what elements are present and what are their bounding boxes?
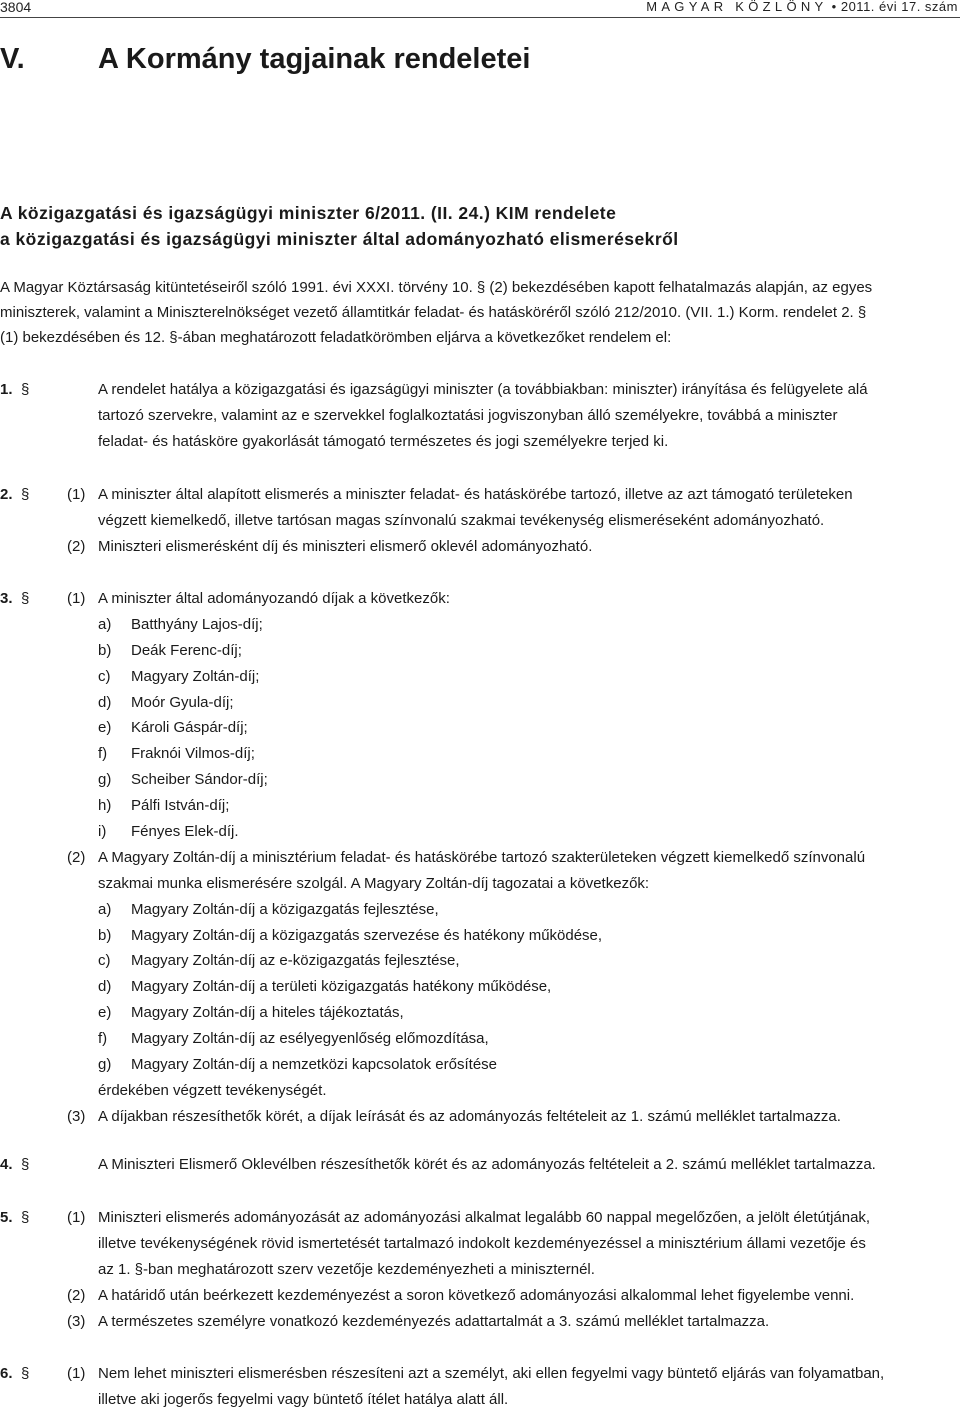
issue-label: 2011. évi 17. szám: [840, 0, 958, 14]
decree-title-line-1: A közigazgatási és igazságügyi miniszter 6/2011. (II. 24.) KIM rendelete: [0, 203, 617, 223]
list-letter: h): [98, 797, 112, 815]
section-sign: §: [21, 1209, 30, 1226]
paragraph-text: Miniszteri elismerésként díj és miniszteri elismerő oklevél adományozható.: [98, 537, 593, 555]
section-3-number: 3.: [0, 590, 13, 607]
paragraph-number: (2): [67, 537, 86, 555]
list-letter: b): [98, 926, 112, 944]
list-letter: d): [98, 693, 112, 711]
section-title: A Kormány tagjainak rendeletei: [98, 43, 531, 75]
list-letter: f): [98, 1030, 108, 1048]
section-4-number: 4.: [0, 1156, 13, 1173]
paragraph-number: (2): [67, 1286, 86, 1304]
paragraph-number: (1): [67, 1365, 86, 1382]
section-1-number: 1.: [0, 381, 13, 398]
section-sign: §: [21, 1156, 30, 1173]
branch-item: Magyary Zoltán-díj a területi közigazgatás hatékony működése,: [131, 978, 552, 996]
preamble-line: A Magyar Köztársaság kitüntetéseiről szóló 1991. évi XXXI. törvény 10. § (2) bekezdésében kapott felhatalmazás alapján, az egyes: [0, 279, 873, 296]
paragraph-text: A Magyary Zoltán-díj a minisztérium feladat- és hatáskörébe tartozó szakterületeken végzett kiemelkedő színvonalú: [98, 848, 866, 866]
paragraph-text: az 1. §-ban meghatározott szerv vezetője kezdeményezheti a miniszternél.: [98, 1260, 595, 1278]
paragraph-text: A díjakban részesíthetők körét, a díjak leírását és az adományozás feltételeit az 1. számú melléklet tartalmazza.: [98, 1107, 841, 1125]
award-item: Deák Ferenc-díj;: [131, 641, 242, 659]
paragraph-number: (1): [67, 486, 86, 503]
paragraph-number: (3): [67, 1107, 86, 1125]
award-item: Károli Gáspár-díj;: [131, 719, 248, 737]
branch-item: Magyary Zoltán-díj az e-közigazgatás fejlesztése,: [131, 952, 460, 970]
paragraph-text: végzett kiemelkedő, illetve tartósan magas színvonalú szakmai tevékenység elismeréseként adományozható.: [98, 511, 825, 529]
branch-item: Magyary Zoltán-díj a nemzetközi kapcsolatok erősítése: [131, 1056, 497, 1074]
list-letter: f): [98, 745, 108, 763]
list-letter: a): [98, 900, 112, 918]
paragraph-text: A miniszter által alapított elismerés a miniszter feladat- és hatáskörébe tartozó, illetve az azt támogató területeken: [98, 486, 853, 503]
section-5-number: 5.: [0, 1209, 13, 1226]
section-heading: [0, 43, 530, 76]
branches-closing-text: érdekében végzett tevékenységét.: [98, 1081, 327, 1099]
paragraph-text: A természetes személyre vonatkozó kezdeményezés adattartalmát a 3. számú melléklet tartalmazza.: [98, 1312, 770, 1330]
decree-title: [0, 200, 679, 252]
paragraph-text: illetve tevékenységének rövid ismertetését tartalmazó indokolt kezdeményezéssel a minisztérium állami vezetője és: [98, 1234, 866, 1252]
preamble-line: miniszterek, valamint a Miniszterelnökséget vezető államtitkár feladat- és hatásköréről szóló 212/2010. (VII. 1.) Korm. rendelet 2. §: [0, 304, 867, 321]
preamble: [0, 275, 960, 350]
list-letter: d): [98, 978, 112, 996]
header-rule: [0, 17, 960, 18]
list-letter: e): [98, 1004, 112, 1022]
paragraph-text: A határidő után beérkezett kezdeményezést a soron következő adományozási alkalommal lehet figyelembe venni.: [98, 1286, 855, 1304]
paragraph-text: illetve aki jogerős fegyelmi vagy büntető ítélet hatálya alatt áll.: [98, 1390, 509, 1408]
branch-item: Magyary Zoltán-díj a közigazgatás szervezése és hatékony működése,: [131, 926, 603, 944]
branch-item: Magyary Zoltán-díj az esélyegyenlőség előmozdítása,: [131, 1030, 489, 1048]
award-item: Batthyány Lajos-díj;: [131, 615, 263, 633]
section-1-text: feladat- és hatásköre gyakorlását támogató természetes és jogi személyekre terjed ki.: [98, 432, 669, 450]
section-sign: §: [21, 486, 30, 503]
paragraph-text: szakmai munka elismerésére szolgál. A Magyary Zoltán-díj tagozatai a következők:: [98, 874, 650, 892]
paragraph-text: Nem lehet miniszteri elismerésben részesíteni azt a személyt, aki ellen fegyelmi vagy büntető eljárás van folyamatban,: [98, 1365, 885, 1382]
paragraph-number: (3): [67, 1312, 86, 1330]
paragraph-number: (1): [67, 590, 86, 607]
list-letter: a): [98, 615, 112, 633]
award-item: Magyary Zoltán-díj;: [131, 667, 260, 685]
award-item: Fraknói Vilmos-díj;: [131, 745, 255, 763]
section-6: [0, 1361, 960, 1413]
header-bullet: •: [831, 0, 837, 14]
journal-name: MAGYAR KÖZLÖNY: [646, 0, 828, 14]
preamble-line: (1) bekezdésében és 12. §-ában meghatározott feladatkörömben eljárva a következőket rendelem el:: [0, 329, 672, 346]
branch-item: Magyary Zoltán-díj a hiteles tájékoztatás,: [131, 1004, 404, 1022]
paragraph-text: A miniszter által adományozandó díjak a következők:: [98, 590, 450, 607]
paragraph-number: (1): [67, 1209, 86, 1226]
list-letter: i): [98, 823, 107, 841]
list-letter: c): [98, 667, 111, 685]
list-letter: g): [98, 771, 112, 789]
list-letter: b): [98, 641, 112, 659]
section-1-text: A rendelet hatálya a közigazgatási és igazságügyi miniszter (a továbbiakban: miniszter) irányítása és felügyelete alá: [98, 381, 868, 398]
list-letter: g): [98, 1056, 112, 1074]
paragraph-number: (2): [67, 848, 86, 866]
section-number: V.: [0, 43, 25, 75]
section-3: [0, 586, 960, 1130]
decree-title-line-2: a közigazgatási és igazságügyi miniszter által adományozható elismerésekről: [0, 229, 679, 249]
section-1-text: tartozó szervekre, valamint az e szervekkel foglalkoztatási jogviszonyban álló személyekre, továbbá a miniszter: [98, 406, 838, 424]
page-header: [0, 0, 960, 16]
section-1: [0, 377, 960, 455]
section-sign: §: [21, 381, 30, 398]
section-2-number: 2.: [0, 486, 13, 503]
list-letter: c): [98, 952, 111, 970]
section-6-number: 6.: [0, 1365, 13, 1382]
section-4: [0, 1152, 960, 1178]
list-letter: e): [98, 719, 112, 737]
branch-item: Magyary Zoltán-díj a közigazgatás fejlesztése,: [131, 900, 439, 918]
award-item: Pálfi István-díj;: [131, 797, 230, 815]
paragraph-text: Miniszteri elismerés adományozását az adományozási alkalmat legalább 60 nappal megelőzően, a jelölt életútjának,: [98, 1209, 871, 1226]
section-sign: §: [21, 590, 30, 607]
award-item: Moór Gyula-díj;: [131, 693, 234, 711]
section-sign: §: [21, 1365, 30, 1382]
award-item: Scheiber Sándor-díj;: [131, 771, 268, 789]
section-2: [0, 482, 960, 560]
award-item: Fényes Elek-díj.: [131, 823, 239, 841]
page-number: 3804: [0, 0, 32, 15]
section-4-text: A Miniszteri Elismerő Oklevélben részesíthetők körét és az adományozás feltételeit a 2. számú melléklet tartalmazza.: [98, 1156, 876, 1173]
journal-issue-line: [646, 0, 958, 14]
section-5: [0, 1205, 960, 1334]
